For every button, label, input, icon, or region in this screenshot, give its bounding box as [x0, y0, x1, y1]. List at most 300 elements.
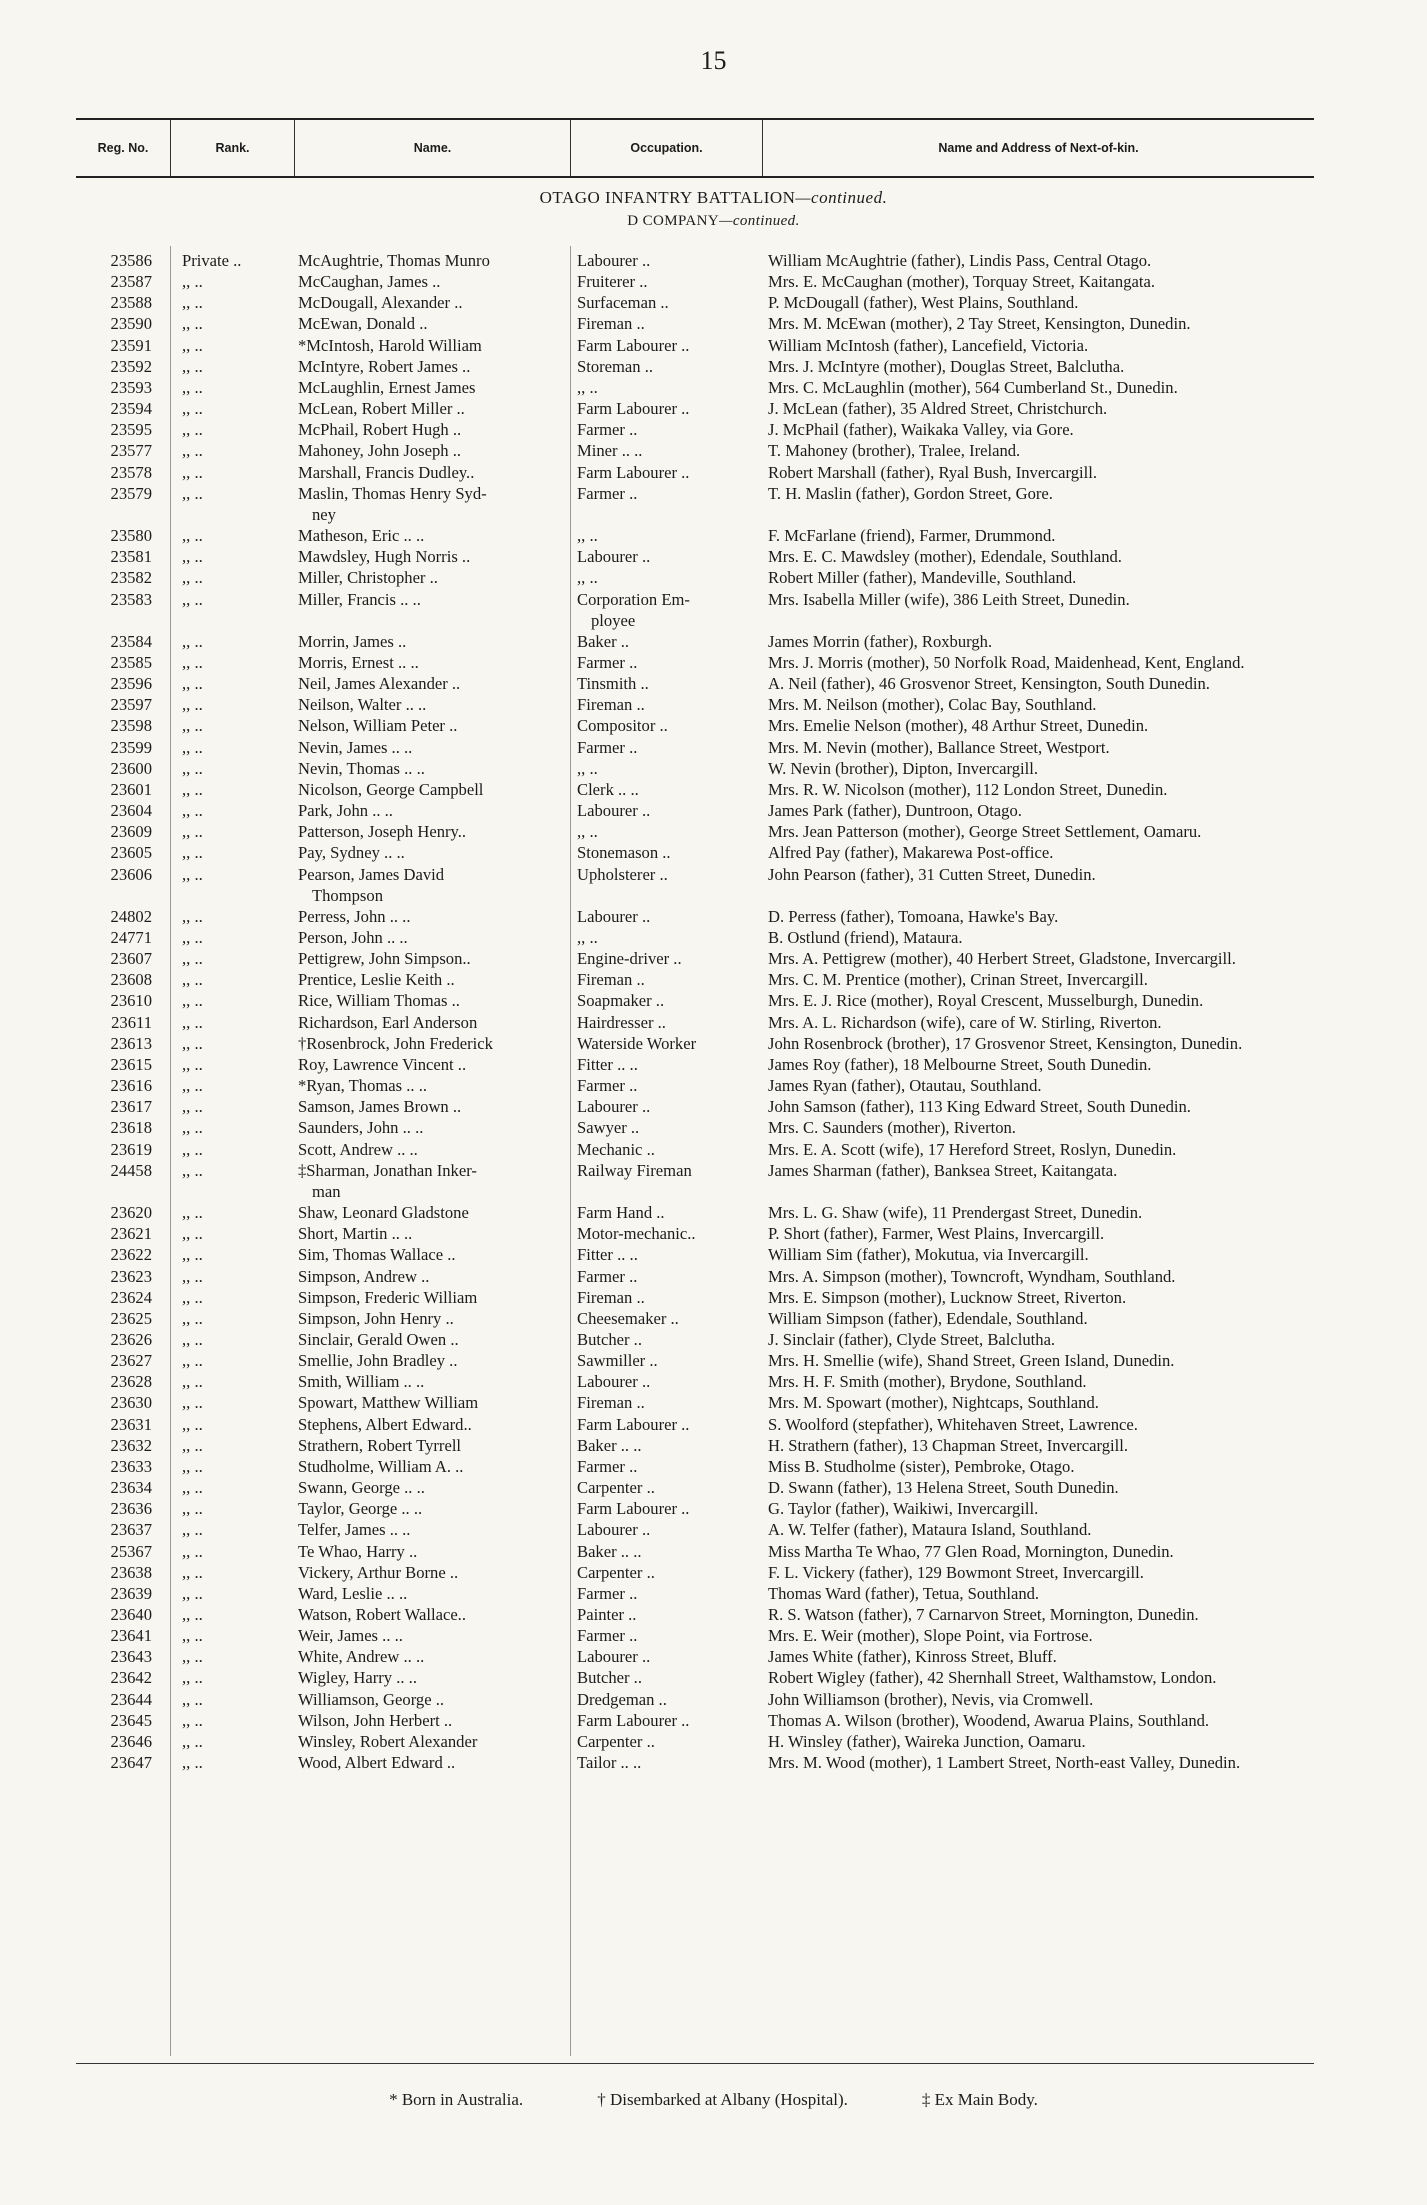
name-cell-text: Sim, Thomas Wallace .. — [298, 1245, 456, 1265]
occupation-cell — [571, 313, 762, 334]
name-cell-text: Matheson, Eric .. .. — [298, 526, 425, 546]
next-of-kin-cell-text: A. W. Telfer (father), Mataura Island, Southland. — [768, 1520, 1092, 1540]
next-of-kin-cell-text: Mrs. C. McLaughlin (mother), 564 Cumberland St., Dunedin. — [768, 377, 1178, 397]
rank-cell — [156, 1752, 296, 1773]
reg-no-cell-text: 23643 — [110, 1647, 152, 1667]
occupation-cell-text: Painter .. — [577, 1605, 637, 1624]
reg-no-cell-text: 23609 — [110, 822, 152, 842]
name-cell-text: Maslin, Thomas Henry Syd- — [298, 483, 487, 503]
company-name: D COMPANY — [627, 213, 720, 229]
occupation-cell-text: Corporation Em- — [577, 589, 690, 609]
reg-no-cell — [76, 652, 156, 673]
reg-no-cell-text: 23577 — [110, 441, 152, 461]
occupation-cell-text: Farmer .. — [577, 1456, 638, 1476]
occupation-cell — [571, 779, 762, 800]
occupation-cell — [571, 377, 762, 398]
next-of-kin-cell — [762, 631, 1314, 652]
next-of-kin-cell-text: Mrs. E. Simpson (mother), Lucknow Street, Riverton. — [768, 1287, 1127, 1307]
next-of-kin-cell — [762, 1096, 1314, 1117]
rank-cell — [156, 1308, 296, 1329]
next-of-kin-cell-text: Mrs. Isabella Miller (wife), 386 Leith Street, Dunedin. — [768, 589, 1130, 609]
occupation-cell — [571, 1625, 762, 1646]
occupation-cell-text: ,, .. — [577, 377, 598, 397]
reg-no-cell — [76, 1646, 156, 1667]
reg-no-cell — [76, 398, 156, 419]
occupation-cell — [571, 1667, 762, 1688]
next-of-kin-cell-text: Mrs. Emelie Nelson (mother), 48 Arthur Street, Dunedin. — [768, 716, 1149, 736]
next-of-kin-cell-text: Mrs. L. G. Shaw (wife), 11 Prendergast Street, Dunedin. — [768, 1203, 1143, 1223]
rank-cell — [156, 1731, 296, 1752]
rank-cell — [156, 1287, 296, 1308]
rank-cell — [156, 1519, 296, 1540]
rank-cell-text: ,, .. — [182, 568, 203, 588]
reg-no-cell-text: 23606 — [110, 864, 152, 884]
rank-cell — [156, 1392, 296, 1413]
name-cell — [296, 1752, 571, 1773]
table-row — [76, 1689, 1314, 1710]
next-of-kin-cell-text: Mrs. E. Weir (mother), Slope Point, via Fortrose. — [768, 1626, 1093, 1646]
table-row — [76, 948, 1314, 969]
occupation-cell-text: Engine-driver .. — [577, 949, 682, 969]
rank-cell — [156, 356, 296, 377]
occupation-cell — [571, 1350, 762, 1371]
next-of-kin-cell-text: Mrs. J. Morris (mother), 50 Norfolk Road, Maidenhead, Kent, England. — [768, 652, 1245, 672]
next-of-kin-cell — [762, 1625, 1314, 1646]
rank-cell — [156, 1667, 296, 1688]
table-row — [76, 546, 1314, 567]
reg-no-cell-text: 23604 — [110, 801, 152, 821]
occupation-cell — [571, 864, 762, 885]
next-of-kin-cell — [762, 1646, 1314, 1667]
reg-no-cell — [76, 779, 156, 800]
rank-cell-text: ,, .. — [182, 1033, 203, 1053]
name-cell — [296, 1583, 571, 1604]
name-cell — [296, 1477, 571, 1498]
occupation-cell — [571, 1392, 762, 1413]
next-of-kin-cell — [762, 1287, 1314, 1308]
reg-no-cell-text: 23640 — [110, 1605, 152, 1624]
occupation-cell-text: Farm Labourer .. — [577, 1710, 690, 1730]
next-of-kin-cell — [762, 440, 1314, 461]
next-of-kin-cell — [762, 1160, 1314, 1181]
table-row — [76, 1223, 1314, 1244]
rank-cell-text: ,, .. — [182, 991, 203, 1011]
table-row — [76, 483, 1314, 525]
footnotes — [0, 2090, 1427, 2110]
reg-no-cell-text: 23642 — [110, 1668, 152, 1688]
next-of-kin-cell — [762, 313, 1314, 334]
next-of-kin-cell-text: Mrs. E. J. Rice (mother), Royal Crescent, Musselburgh, Dunedin. — [768, 991, 1204, 1011]
occupation-cell — [571, 1054, 762, 1075]
name-cell — [296, 715, 571, 736]
next-of-kin-cell — [762, 842, 1314, 863]
rank-cell-text: ,, .. — [182, 272, 203, 292]
table-row — [76, 1096, 1314, 1117]
rank-cell-text: ,, .. — [182, 1499, 203, 1519]
table-row — [76, 821, 1314, 842]
occupation-cell — [571, 250, 762, 271]
rank-cell — [156, 292, 296, 313]
occupation-cell-text: Farm Labourer .. — [577, 399, 690, 419]
rank-cell-text: ,, .. — [182, 377, 203, 397]
name-cell-text: Morrin, James .. — [298, 631, 407, 651]
name-cell-text: Richardson, Earl Anderson — [298, 1012, 478, 1032]
next-of-kin-cell-text: Mrs. M. Wood (mother), 1 Lambert Street, North-east Valley, Dunedin. — [768, 1753, 1241, 1773]
occupation-cell-text: Labourer .. — [577, 1097, 651, 1117]
next-of-kin-cell-text: Mrs. H. F. Smith (mother), Brydone, Southland. — [768, 1372, 1087, 1392]
next-of-kin-cell — [762, 779, 1314, 800]
reg-no-cell — [76, 1477, 156, 1498]
reg-no-cell-text: 23638 — [110, 1562, 152, 1582]
next-of-kin-cell-text: Mrs. E. C. Mawdsley (mother), Edendale, Southland. — [768, 547, 1122, 567]
reg-no-cell — [76, 419, 156, 440]
table-row — [76, 1012, 1314, 1033]
company-continued: —continued. — [719, 213, 800, 229]
reg-no-cell-text: 23617 — [110, 1097, 152, 1117]
reg-no-cell — [76, 737, 156, 758]
occupation-cell-text: Farmer .. — [577, 1076, 638, 1096]
occupation-cell — [571, 292, 762, 313]
reg-no-cell — [76, 1223, 156, 1244]
occupation-cell — [571, 271, 762, 292]
name-cell — [296, 462, 571, 483]
rank-cell-text: ,, .. — [182, 695, 203, 715]
rank-cell — [156, 398, 296, 419]
rank-cell — [156, 842, 296, 863]
table-row — [76, 1498, 1314, 1519]
reg-no-cell-text: 23581 — [110, 547, 152, 567]
name-header: Name. — [294, 120, 570, 176]
reg-no-cell-text: 23585 — [110, 652, 152, 672]
occupation-cell-text: ,, .. — [577, 568, 598, 588]
next-of-kin-cell — [762, 1498, 1314, 1519]
name-cell-text: Taylor, George .. .. — [298, 1499, 423, 1519]
name-cell-text: McIntyre, Robert James .. — [298, 356, 471, 376]
name-cell-text: Simpson, John Henry .. — [298, 1308, 454, 1328]
occupation-cell-text: Farmer .. — [577, 1583, 638, 1603]
reg-no-cell-text: 23600 — [110, 758, 152, 778]
name-cell-text: Neilson, Walter .. .. — [298, 695, 427, 715]
reg-no-cell-text: 23616 — [110, 1076, 152, 1096]
occupation-cell-text: Sawyer .. — [577, 1118, 640, 1138]
reg-no-cell — [76, 1604, 156, 1625]
table-row — [76, 990, 1314, 1011]
rank-cell — [156, 1054, 296, 1075]
rank-cell — [156, 567, 296, 588]
next-of-kin-cell — [762, 1392, 1314, 1413]
table-row — [76, 673, 1314, 694]
name-cell — [296, 737, 571, 758]
next-of-kin-cell — [762, 1583, 1314, 1604]
rank-cell-text: ,, .. — [182, 589, 203, 609]
occupation-cell-text: Farmer .. — [577, 1266, 638, 1286]
occupation-cell — [571, 1287, 762, 1308]
occupation-cell — [571, 1075, 762, 1096]
occupation-cell — [571, 462, 762, 483]
table-row — [76, 1244, 1314, 1265]
next-of-kin-cell — [762, 1012, 1314, 1033]
name-cell — [296, 1498, 571, 1519]
next-of-kin-cell-text: Alfred Pay (father), Makarewa Post-office. — [768, 843, 1054, 863]
next-of-kin-cell — [762, 694, 1314, 715]
rank-cell-text: ,, .. — [182, 1753, 203, 1773]
name-cell-text: Shaw, Leonard Gladstone — [298, 1203, 469, 1223]
rank-cell-text: ,, .. — [182, 1372, 203, 1392]
occupation-cell-text: Fireman .. — [577, 1287, 645, 1307]
next-of-kin-cell-text: James Ryan (father), Otautau, Southland. — [768, 1076, 1042, 1096]
rank-cell — [156, 779, 296, 800]
table-row — [76, 864, 1314, 906]
footer-divider — [76, 2063, 1314, 2064]
rank-cell-text: ,, .. — [182, 1118, 203, 1138]
next-of-kin-cell-text: James Sharman (father), Banksea Street, Kaitangata. — [768, 1160, 1118, 1180]
name-cell — [296, 906, 571, 927]
occupation-cell — [571, 800, 762, 821]
table-row — [76, 1710, 1314, 1731]
occupation-cell-text: Carpenter .. — [577, 1731, 655, 1751]
name-cell-text: Roy, Lawrence Vincent .. — [298, 1054, 467, 1074]
table-row — [76, 335, 1314, 356]
next-of-kin-cell — [762, 567, 1314, 588]
next-of-kin-cell-text: Thomas A. Wilson (brother), Woodend, Awarua Plains, Southland. — [768, 1710, 1210, 1730]
next-of-kin-cell-text: D. Swann (father), 13 Helena Street, South Dunedin. — [768, 1478, 1119, 1498]
next-of-kin-cell — [762, 821, 1314, 842]
occupation-cell — [571, 356, 762, 377]
name-cell — [296, 694, 571, 715]
table-row — [76, 1414, 1314, 1435]
reg-no-cell — [76, 1414, 156, 1435]
name-cell-text: McAughtrie, Thomas Munro — [298, 251, 490, 270]
table-row — [76, 927, 1314, 948]
reg-no-cell-text: 23624 — [110, 1287, 152, 1307]
reg-no-cell — [76, 525, 156, 546]
table-row — [76, 313, 1314, 334]
next-of-kin-cell — [762, 1202, 1314, 1223]
name-cell-text: Mahoney, John Joseph .. — [298, 441, 462, 461]
name-cell-text: Pearson, James David — [298, 864, 445, 884]
rank-cell-text: ,, .. — [182, 420, 203, 440]
reg-no-cell — [76, 1139, 156, 1160]
name-cell-text: Sinclair, Gerald Owen .. — [298, 1329, 459, 1349]
reg-no-cell-text: 23601 — [110, 779, 152, 799]
reg-no-cell-text: 23590 — [110, 314, 152, 334]
name-cell — [296, 1519, 571, 1540]
occupation-cell-text: Farm Labourer .. — [577, 462, 690, 482]
occupation-cell-text: Railway Fireman — [577, 1160, 692, 1180]
occupation-cell — [571, 1731, 762, 1752]
rank-cell — [156, 1689, 296, 1710]
occupation-cell — [571, 1519, 762, 1540]
name-cell-text: Miller, Francis .. .. — [298, 589, 421, 609]
next-of-kin-cell-text: Mrs. R. W. Nicolson (mother), 112 London Street, Dunedin. — [768, 779, 1168, 799]
name-cell — [296, 356, 571, 377]
name-cell — [296, 250, 571, 271]
name-cell — [296, 842, 571, 863]
rank-cell — [156, 1710, 296, 1731]
next-of-kin-cell-text: Mrs. J. McIntyre (mother), Douglas Street, Balclutha. — [768, 356, 1125, 376]
name-cell — [296, 1731, 571, 1752]
table-row — [76, 1371, 1314, 1392]
reg-no-cell — [76, 1329, 156, 1350]
rank-cell-text: ,, .. — [182, 1224, 203, 1244]
name-cell — [296, 419, 571, 440]
next-of-kin-cell — [762, 737, 1314, 758]
reg-no-cell-text: 23621 — [110, 1224, 152, 1244]
table-row — [76, 377, 1314, 398]
next-of-kin-cell — [762, 1456, 1314, 1477]
rank-cell-text: ,, .. — [182, 1456, 203, 1476]
occupation-cell-text: Carpenter .. — [577, 1562, 655, 1582]
next-of-kin-cell-text: Mrs. A. Simpson (mother), Towncroft, Wyndham, Southland. — [768, 1266, 1176, 1286]
name-cell-text: Nevin, James .. .. — [298, 737, 413, 757]
rank-cell — [156, 1033, 296, 1054]
occupation-cell — [571, 419, 762, 440]
battalion-continued: —continued. — [795, 188, 888, 207]
next-of-kin-cell-text: James White (father), Kinross Street, Bluff. — [768, 1647, 1057, 1667]
rank-cell-text: ,, .. — [182, 1541, 203, 1561]
rank-cell-text: ,, .. — [182, 674, 203, 694]
rank-cell — [156, 1646, 296, 1667]
next-of-kin-cell — [762, 250, 1314, 271]
rank-cell-text: ,, .. — [182, 1393, 203, 1413]
occupation-cell-text: Labourer .. — [577, 1520, 651, 1540]
table-row — [76, 1308, 1314, 1329]
next-of-kin-cell-text: Mrs. A. L. Richardson (wife), care of W. Stirling, Riverton. — [768, 1012, 1162, 1032]
occupation-cell — [571, 1435, 762, 1456]
next-of-kin-cell-text: Mrs. A. Pettigrew (mother), 40 Herbert Street, Gladstone, Invercargill. — [768, 949, 1236, 969]
occupation-cell-text: Waterside Worker — [577, 1033, 697, 1053]
rank-cell-text: ,, .. — [182, 1287, 203, 1307]
name-cell — [296, 1287, 571, 1308]
table-row — [76, 1477, 1314, 1498]
rank-cell — [156, 1266, 296, 1287]
table-row — [76, 737, 1314, 758]
rank-cell-text: ,, .. — [182, 1097, 203, 1117]
rank-cell-text: ,, .. — [182, 1647, 203, 1667]
reg-no-cell — [76, 1117, 156, 1138]
occupation-cell-text: Fitter .. .. — [577, 1054, 638, 1074]
occupation-cell-text: Farmer .. — [577, 420, 638, 440]
name-cell-text: Person, John .. .. — [298, 928, 408, 947]
rank-cell-text: ,, .. — [182, 949, 203, 969]
reg-no-cell — [76, 1308, 156, 1329]
next-of-kin-cell-text: Thomas Ward (father), Tetua, Southland. — [768, 1583, 1040, 1603]
name-cell-text: Patterson, Joseph Henry.. — [298, 822, 467, 842]
occupation-cell — [571, 1202, 762, 1223]
table-row — [76, 398, 1314, 419]
reg-no-cell-text: 25367 — [110, 1541, 152, 1561]
rank-cell — [156, 525, 296, 546]
table-row — [76, 1075, 1314, 1096]
rank-cell-text: ,, .. — [182, 462, 203, 482]
occupation-cell — [571, 969, 762, 990]
reg-no-cell — [76, 567, 156, 588]
name-cell — [296, 377, 571, 398]
occupation-cell — [571, 948, 762, 969]
name-cell-text: Nelson, William Peter .. — [298, 716, 458, 736]
occupation-cell — [571, 1117, 762, 1138]
occupation-cell-text: Stonemason .. — [577, 843, 671, 863]
next-of-kin-cell-text: William Simpson (father), Edendale, Southland. — [768, 1308, 1088, 1328]
next-of-kin-cell-text: D. Perress (father), Tomoana, Hawke's Bay. — [768, 906, 1059, 926]
name-cell — [296, 1117, 571, 1138]
reg-no-cell — [76, 440, 156, 461]
reg-no-header: Reg. No. — [97, 141, 149, 155]
reg-no-cell-text: 23582 — [110, 568, 152, 588]
occupation-cell — [571, 821, 762, 842]
rank-cell-text: ,, .. — [182, 314, 203, 334]
name-cell-text: Prentice, Leslie Keith .. — [298, 970, 455, 990]
occupation-cell-text: Labourer .. — [577, 251, 651, 270]
occupation-cell-text: Motor-mechanic.. — [577, 1224, 696, 1244]
reg-no-cell — [76, 1562, 156, 1583]
next-of-kin-cell-text: Mrs. E. McCaughan (mother), Torquay Street, Kaitangata. — [768, 272, 1155, 292]
rank-cell-text: ,, .. — [182, 779, 203, 799]
name-cell-text: Telfer, James .. .. — [298, 1520, 411, 1540]
next-of-kin-cell — [762, 1054, 1314, 1075]
rank-cell — [156, 1477, 296, 1498]
name-cell-text: White, Andrew .. .. — [298, 1647, 425, 1667]
reg-no-cell-text: 23636 — [110, 1499, 152, 1519]
next-of-kin-cell-text: Robert Marshall (father), Ryal Bush, Invercargill. — [768, 462, 1097, 482]
occupation-cell — [571, 1371, 762, 1392]
reg-no-cell — [76, 1498, 156, 1519]
occupation-cell — [571, 842, 762, 863]
name-cell — [296, 292, 571, 313]
rank-cell-text: Private .. — [182, 251, 242, 270]
rank-cell-text: ,, .. — [182, 1012, 203, 1032]
name-cell-text: Wilson, John Herbert .. — [298, 1710, 453, 1730]
name-cell — [296, 1625, 571, 1646]
table-row — [76, 292, 1314, 313]
occupation-cell-text: Farm Labourer .. — [577, 335, 690, 355]
reg-no-cell-text: 23592 — [110, 356, 152, 376]
rank-header: Rank. — [170, 120, 294, 176]
table-row — [76, 1202, 1314, 1223]
next-of-kin-cell-text: A. Neil (father), 46 Grosvenor Street, Kensington, South Dunedin. — [768, 674, 1210, 694]
occupation-cell-text: Hairdresser .. — [577, 1012, 666, 1032]
rank-cell-text: ,, .. — [182, 1562, 203, 1582]
occupation-cell-text: Labourer .. — [577, 547, 651, 567]
name-cell — [296, 1223, 571, 1244]
occupation-cell — [571, 1266, 762, 1287]
next-of-kin-header: Name and Address of Next-of-kin. — [762, 120, 1314, 176]
reg-no-cell-text: 23627 — [110, 1351, 152, 1371]
rank-cell — [156, 1371, 296, 1392]
reg-no-cell — [76, 1075, 156, 1096]
rank-cell — [156, 1562, 296, 1583]
occupation-cell — [571, 1562, 762, 1583]
occupation-cell-text: Tailor .. .. — [577, 1753, 642, 1773]
footnote-born-australia: * Born in Australia. — [389, 2090, 524, 2109]
name-cell — [296, 1350, 571, 1371]
reg-no-cell — [76, 1266, 156, 1287]
reg-no-cell-text: 23599 — [110, 737, 152, 757]
rank-cell — [156, 1075, 296, 1096]
occupation-cell — [571, 1752, 762, 1773]
rank-cell-text: ,, .. — [182, 1076, 203, 1096]
reg-no-cell — [76, 1371, 156, 1392]
reg-no-cell — [76, 1202, 156, 1223]
name-cell — [296, 1202, 571, 1223]
next-of-kin-cell — [762, 864, 1314, 885]
reg-no-cell — [76, 1033, 156, 1054]
next-of-kin-cell-text: Mrs. M. Spowart (mother), Nightcaps, Southland. — [768, 1393, 1099, 1413]
rank-cell — [156, 800, 296, 821]
table-row — [76, 1752, 1314, 1773]
occupation-cell — [571, 1223, 762, 1244]
reg-no-cell-text: 23593 — [110, 377, 152, 397]
